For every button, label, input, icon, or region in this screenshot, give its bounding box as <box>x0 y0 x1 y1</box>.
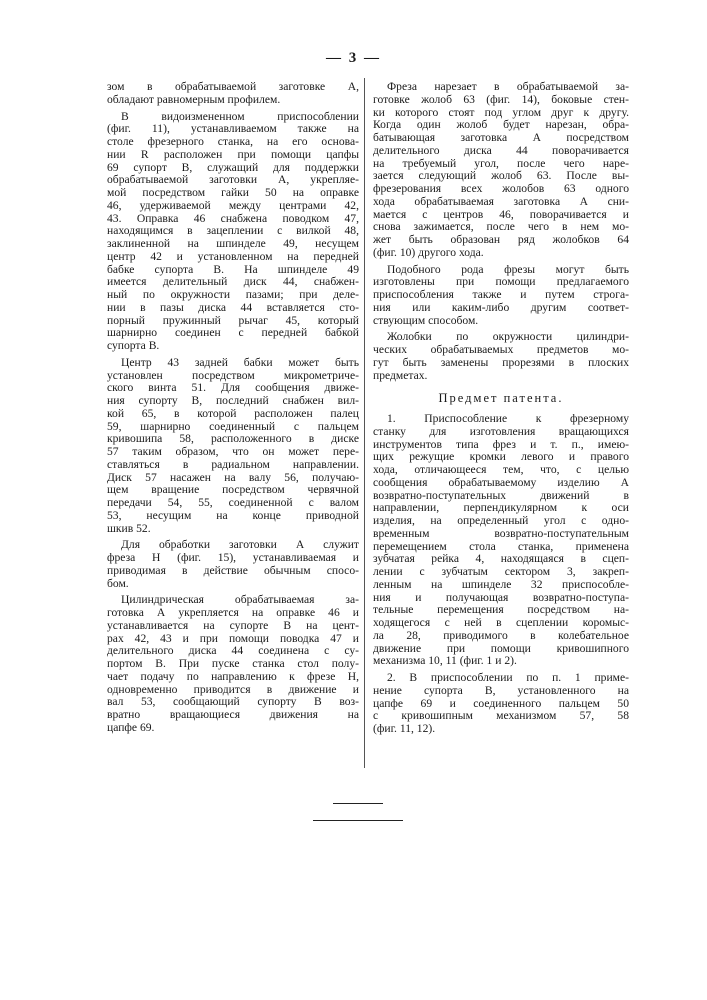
text-line: рах 42, 43 и при помощи поводка 47 и <box>107 633 359 646</box>
text-line: центр 42 и установленном на передней <box>107 251 359 264</box>
text-line: 53, несущим на конце приводной <box>107 510 359 523</box>
text-line: (фиг. 11), устанавливаемом также на <box>107 123 359 136</box>
text-line: установлен посредством микрометриче- <box>107 370 359 383</box>
text-line: вал 53, сообщающий супорту B воз- <box>107 696 359 709</box>
text-line: 2. В приспособлении по п. 1 приме- <box>373 672 629 685</box>
text-line: изготовлены при помощи предлагаемого <box>373 276 629 289</box>
text-line: ный по окружности пазами; при деле- <box>107 289 359 302</box>
text-line: устанавливается на супорте B на цент- <box>107 620 359 633</box>
text-line: фрезерования всех жолобов 63 одного <box>373 183 629 196</box>
text-line: жет быть образован ряд жолобков 64 <box>373 234 629 247</box>
claims-list <box>373 413 629 736</box>
text-line: перемещением стола станка, применена <box>373 541 629 554</box>
text-line: зается следующий жолоб 63. После вы- <box>373 170 629 183</box>
text-line: зубчатая рейка 4, находящаяся в сцеп- <box>373 553 629 566</box>
text-line: ния и получающая возвратно-поступа- <box>373 592 629 605</box>
text-line: станку для изготовления вращающихся <box>373 426 629 439</box>
text-line: 46, удерживаемой между центрами 42, <box>107 200 359 213</box>
text-line: фреза H (фиг. 15), устанавливаемая и <box>107 552 359 565</box>
text-line: ленным на шпинделе 32 приспособле- <box>373 579 629 592</box>
text-line: изделия, на определенный угол с одно- <box>373 515 629 528</box>
text-line: мой посредством гайки 50 на оправке <box>107 187 359 200</box>
text-line: инструментов типа фрез и т. п., имею- <box>373 439 629 452</box>
claims-heading: Предмет патента. <box>373 392 629 405</box>
text-line: батывающая заготовка А посредством <box>373 132 629 145</box>
text-line: шарнирно соединен с передней бабкой <box>107 327 359 340</box>
text-line: чает подачу по направлению к фрезе H, <box>107 671 359 684</box>
text-line: бом. <box>107 578 359 591</box>
text-line: нии R расположен при помощи цапфы <box>107 149 359 162</box>
text-line: сообщения обрабатываемому изделию А <box>373 477 629 490</box>
text-line: приводимая в действие обычным спосо- <box>107 565 359 578</box>
text-line: порный пружинный рычаг 45, который <box>107 315 359 328</box>
text-line: ния или каким-либо другим соответ- <box>373 302 629 315</box>
text-line: направлении, перпендикулярном к оси <box>373 502 629 515</box>
text-line: имеется делительный диск 44, снабжен- <box>107 276 359 289</box>
page-number: — 3 — <box>0 50 707 67</box>
text-line: кривошипа 58, расположенного в диске <box>107 433 359 446</box>
paragraph <box>107 111 359 353</box>
text-line: ческих обрабатываемых предметов мо- <box>373 344 629 357</box>
text-line: обладают равномерным профилем. <box>107 94 359 107</box>
text-line: тельные перемещения посредством на- <box>373 604 629 617</box>
text-line: возвратно-поступательных движений в <box>373 490 629 503</box>
text-line: столе фрезерного станка, на его основа- <box>107 136 359 149</box>
text-line: щем вращение посредством червячной <box>107 484 359 497</box>
column-separator <box>364 78 365 768</box>
text-line: временным возвратно-поступательным <box>373 528 629 541</box>
text-line: 57 таким образом, что он может пере- <box>107 446 359 459</box>
text-line: зом в обрабатываемой заготовке А, <box>107 81 359 94</box>
claim-paragraph <box>373 672 629 736</box>
text-line: обрабатываемой заготовки А, укрепляе- <box>107 174 359 187</box>
text-line: супорта B. <box>107 340 359 353</box>
claim-paragraph <box>373 413 629 668</box>
paragraph <box>107 594 359 734</box>
text-line: хода, отличающееся тем, что, с целью <box>373 464 629 477</box>
text-line: делительного диска 44 поворачивается <box>373 145 629 158</box>
text-line: портом B. При пуске станка стол полу- <box>107 658 359 671</box>
text-line: ния супорту B, последний снабжен вил- <box>107 395 359 408</box>
text-line: Цилиндрическая обрабатываемая за- <box>107 594 359 607</box>
text-line: заклиненной на шпинделе 49, несущем <box>107 238 359 251</box>
text-line: цапфе 69 и соединенного пальцем 50 <box>373 698 629 711</box>
text-line: ла 28, приводимого в колебательное <box>373 630 629 643</box>
text-line: шкив 52. <box>107 523 359 536</box>
description-continued <box>373 81 629 382</box>
text-line: лении с зубчатым сектором 3, закреп- <box>373 566 629 579</box>
text-line: находящимся в зацеплении с вилкой 48, <box>107 225 359 238</box>
paragraph <box>373 331 629 382</box>
paragraph <box>373 81 629 260</box>
text-line: 59, шарнирно соединенный с пальцем <box>107 421 359 434</box>
text-line: Фреза нарезает в обрабатываемой за- <box>373 81 629 94</box>
paragraph <box>373 264 629 328</box>
text-line: снова зажимается, после чего в нем мо- <box>373 221 629 234</box>
text-line: 69 супорт B, служащий для поддержки <box>107 162 359 175</box>
text-line: цапфе 69. <box>107 722 359 735</box>
text-line: мается с центров 46, поворачивается и <box>373 209 629 222</box>
text-line: приспособления также и путем строга- <box>373 289 629 302</box>
paragraph <box>107 539 359 590</box>
text-line: (фиг. 10) другого хода. <box>373 247 629 260</box>
text-line: ходящегося с ней в сцеплении коромыс- <box>373 617 629 630</box>
text-line: (фиг. 11, 12). <box>373 723 629 736</box>
text-line: Когда один жолоб будет нарезан, обра- <box>373 119 629 132</box>
end-rule-2 <box>313 820 403 821</box>
text-line: передачи 54, 55, соединенной с валом <box>107 497 359 510</box>
text-line: Для обработки заготовки А служит <box>107 539 359 552</box>
paragraph <box>107 357 359 536</box>
text-line: ки которого стоят под углом друг к другу. <box>373 107 629 120</box>
text-line: на требуемый угол, после чего наре- <box>373 158 629 171</box>
text-line: 43. Оправка 46 снабжена поводком 47, <box>107 213 359 226</box>
text-line: с кривошипным механизмом 57, 58 <box>373 710 629 723</box>
text-line: готовке жолоб 63 (фиг. 14), боковые стен- <box>373 94 629 107</box>
text-line: готовка А укрепляется на оправке 46 и <box>107 607 359 620</box>
text-line: ствующим способом. <box>373 315 629 328</box>
text-line: делительного диска 44 соединена с су- <box>107 645 359 658</box>
text-line: Жолобки по окружности цилиндри- <box>373 331 629 344</box>
text-line: движение при помощи кривошипного <box>373 643 629 656</box>
text-line: Подобного рода фрезы могут быть <box>373 264 629 277</box>
text-line: нии в пазы диска 44 вставляется сто- <box>107 302 359 315</box>
text-line: ского винта 51. Для сообщения движе- <box>107 382 359 395</box>
text-line: гут быть заменены прорезями в плоских <box>373 357 629 370</box>
left-column <box>107 81 359 739</box>
text-line: щих режущие кромки левого и правого <box>373 451 629 464</box>
text-line: бабке супорта B. На шпинделе 49 <box>107 264 359 277</box>
text-line: предметах. <box>373 370 629 383</box>
text-line: В видоизмененном приспособлении <box>107 111 359 124</box>
text-line: Диск 57 насажен на валу 56, получаю- <box>107 472 359 485</box>
text-line: механизма 10, 11 (фиг. 1 и 2). <box>373 655 629 668</box>
text-line: одновременно приводится в движение и <box>107 684 359 697</box>
right-column <box>373 81 629 740</box>
paragraph <box>107 81 359 107</box>
end-rule-1 <box>333 803 383 804</box>
text-line: хода обрабатываемая заготовка А сни- <box>373 196 629 209</box>
text-line: ставляться в радиальном направлении. <box>107 459 359 472</box>
text-line: вратно вращающиеся движения на <box>107 709 359 722</box>
text-line: нение супорта B, установленного на <box>373 685 629 698</box>
text-line: Центр 43 задней бабки может быть <box>107 357 359 370</box>
text-line: кой 65, в которой расположен палец <box>107 408 359 421</box>
text-line: 1. Приспособление к фрезерному <box>373 413 629 426</box>
